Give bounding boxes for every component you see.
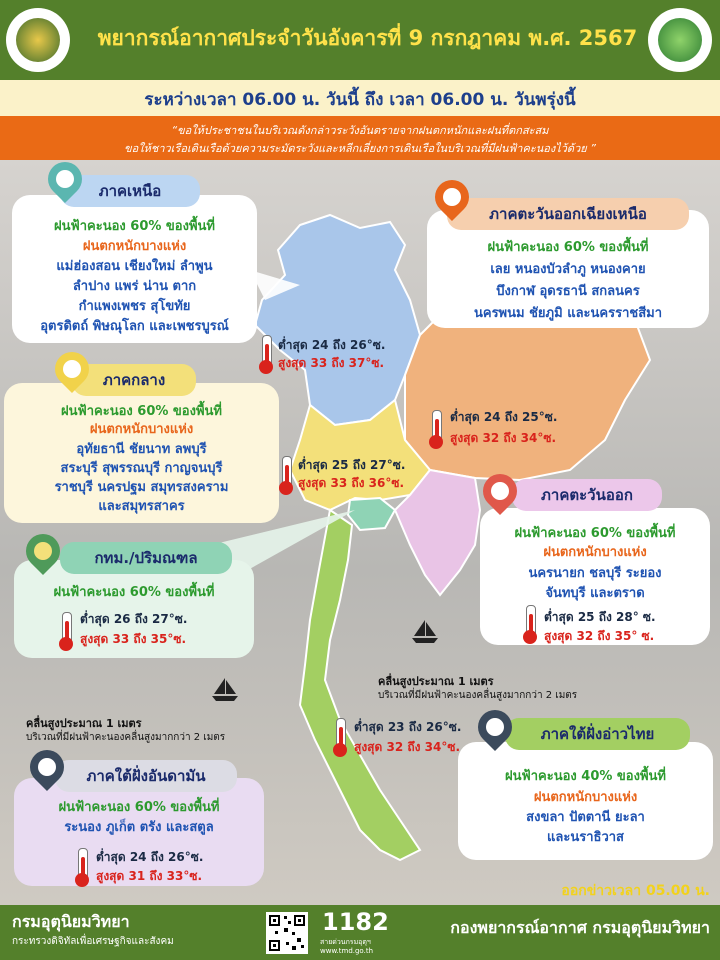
- south-andaman-rain-chance: ฝนฟ้าคะนอง 60% ของพื้นที่: [58, 800, 220, 815]
- central-provinces-3: ราชบุรี นครปฐม สมุทรสงคราม: [54, 480, 229, 495]
- east-rain-chance: ฝนฟ้าคะนอง 60% ของพื้นที่: [514, 526, 676, 541]
- page-title: พยากรณ์อากาศประจำวันอังคารที่ 9 กรกฎาคม พ.ศ. 2567: [97, 26, 638, 50]
- east-heavy-rain: ฝนตกหนักบางแห่ง: [543, 545, 647, 560]
- thermometer-icon: [62, 612, 72, 644]
- south-gulf-temp-min: ต่ำสุด 23 ถึง 26°ซ.: [354, 720, 462, 734]
- bangkok-temp-max: สูงสุด 33 ถึง 35°ซ.: [80, 632, 187, 646]
- northeast-provinces-1: เลย หนองบัวลำภู หนองคาย: [490, 262, 646, 277]
- south-gulf-provinces-2: และนราธิวาส: [547, 830, 624, 845]
- central-region-title: ภาคกลาง: [72, 364, 196, 396]
- south-gulf-heavy-rain: ฝนตกหนักบางแห่ง: [533, 790, 638, 805]
- central-provinces-2: สระบุรี สุพรรณบุรี กาญจนบุรี: [60, 461, 223, 476]
- central-provinces-4: และสมุทรสาคร: [98, 499, 185, 514]
- east-temp-min: ต่ำสุด 25 ถึง 28° ซ.: [544, 610, 656, 624]
- south-gulf-region-title: ภาคใต้ฝั่งอ่าวไทย: [505, 718, 690, 750]
- central-provinces-1: อุทัยธานี ชัยนาท ลพบุรี: [76, 442, 207, 457]
- east-provinces-1: นครนายก ชลบุรี ระยอง: [528, 566, 662, 581]
- south-andaman-temp-max: สูงสุด 31 ถึง 33°ซ.: [96, 869, 203, 883]
- gulf-wave-height: คลื่นสูงประมาณ 1 เมตร: [378, 675, 494, 688]
- region-bangkok-shape: [348, 498, 395, 530]
- east-region-title: ภาคตะวันออก: [512, 479, 662, 511]
- footer-ministry: กระทรวงดิจิทัลเพื่อเศรษฐกิจและสังคม: [12, 936, 174, 947]
- central-temp-min: ต่ำสุด 25 ถึง 27°ซ.: [298, 458, 406, 472]
- south-gulf-provinces-1: สงขลา ปัตตานี ยะลา: [526, 810, 645, 825]
- website[interactable]: www.tmd.go.th: [320, 947, 373, 955]
- bangkok-temp-min: ต่ำสุด 26 ถึง 27°ซ.: [80, 612, 188, 626]
- qr-code-icon[interactable]: [266, 912, 308, 954]
- north-provinces-4: อุตรดิตถ์ พิษณุโลก และเพชรบูรณ์: [40, 319, 229, 334]
- forecast-period: ระหว่างเวลา 06.00 น. วันนี้ ถึง เวลา 06.00 น. วันพรุ่งนี้: [144, 90, 576, 110]
- sailboat-icon: [210, 676, 240, 702]
- thermometer-icon: [432, 410, 442, 442]
- thermometer-icon: [262, 335, 272, 367]
- andaman-wave-height: คลื่นสูงประมาณ 1 เมตร: [26, 717, 142, 730]
- north-provinces-3: กำแพงเพชร สุโขทัย: [78, 299, 191, 314]
- central-heavy-rain: ฝนตกหนักบางแห่ง: [89, 422, 194, 437]
- thermometer-icon: [526, 605, 536, 637]
- north-rain-chance: ฝนฟ้าคะนอง 60% ของพื้นที่: [54, 219, 215, 234]
- south-andaman-temp-min: ต่ำสุด 24 ถึง 26°ซ.: [96, 850, 204, 864]
- northeast-temp-min: ต่ำสุด 24 ถึง 25°ซ.: [450, 410, 558, 424]
- central-temp-max: สูงสุด 33 ถึง 36°ซ.: [298, 476, 405, 490]
- gulf-wave-note: บริเวณที่มีฝนฟ้าคะนองคลื่นสูงมากกว่า 2 เมตร: [378, 690, 578, 701]
- east-temp-max: สูงสุด 32 ถึง 35° ซ.: [544, 629, 655, 643]
- central-rain-chance: ฝนฟ้าคะนอง 60% ของพื้นที่: [61, 404, 222, 419]
- south-andaman-provinces: ระนอง ภูเก็ต ตรัง และสตูล: [64, 820, 214, 835]
- north-provinces-1: แม่ฮ่องสอน เชียงใหม่ ลำพูน: [56, 259, 213, 274]
- hotline-label: สายด่วนกรมอุตุฯ: [320, 938, 371, 946]
- northeast-rain-chance: ฝนฟ้าคะนอง 60% ของพื้นที่: [487, 240, 649, 255]
- northeast-region-title: ภาคตะวันออกเฉียงเหนือ: [447, 198, 689, 230]
- ministry-logo-icon: [6, 8, 70, 72]
- east-provinces-2: จันทบุรี และตราด: [545, 586, 645, 601]
- bangkok-region-title: กทม./ปริมณฑล: [60, 542, 232, 574]
- north-temp-min: ต่ำสุด 24 ถึง 26°ซ.: [278, 338, 386, 352]
- thermometer-icon: [282, 456, 292, 488]
- thermometer-icon: [336, 718, 346, 750]
- northeast-provinces-3: นครพนม ชัยภูมิ และนครราชสีมา: [473, 306, 663, 321]
- north-provinces-2: ลำปาง แพร่ น่าน ตาก: [72, 279, 197, 294]
- andaman-wave-note: บริเวณที่มีฝนฟ้าคะนองคลื่นสูงมากกว่า 2 เมตร: [26, 732, 226, 743]
- footer-org: กรมอุตุนิยมวิทยา: [12, 912, 130, 931]
- issued-time: ออกข่าวเวลา 05.00 น.: [561, 883, 710, 899]
- northeast-provinces-2: บึงกาฬ อุดรธานี สกลนคร: [496, 284, 640, 299]
- north-region-title: ภาคเหนือ: [60, 175, 200, 207]
- warning-line-1: “ขอให้ประชาชนในบริเวณดังกล่าวระวังอันตรายจากฝนตกหนักและฝนที่ตกสะสม: [171, 124, 549, 137]
- footer-division: กองพยากรณ์อากาศ กรมอุตุนิยมวิทยา: [450, 918, 710, 937]
- sailboat-icon: [410, 618, 440, 644]
- hotline-number: 1182: [322, 908, 389, 936]
- south-gulf-temp-max: สูงสุด 32 ถึง 34°ซ.: [354, 740, 461, 754]
- south-gulf-rain-chance: ฝนฟ้าคะนอง 40% ของพื้นที่: [505, 769, 666, 784]
- north-heavy-rain: ฝนตกหนักบางแห่ง: [82, 239, 187, 254]
- north-temp-max: สูงสุด 33 ถึง 37°ซ.: [278, 356, 385, 370]
- bangkok-rain-chance: ฝนฟ้าคะนอง 60% ของพื้นที่: [53, 585, 215, 600]
- south-andaman-region-title: ภาคใต้ฝั่งอันดามัน: [55, 760, 237, 792]
- department-logo-icon: [648, 8, 712, 72]
- northeast-temp-max: สูงสุด 32 ถึง 34°ซ.: [450, 431, 557, 445]
- region-north-shape: [255, 215, 420, 425]
- warning-line-2: ขอให้ชาวเรือเดินเรือด้วยความระมัดระวังและหลีกเลี่ยงการเดินเรือในบริเวณที่มีฝนฟ้าคะนองไว้ด้วย ”: [124, 142, 596, 155]
- thermometer-icon: [78, 848, 88, 880]
